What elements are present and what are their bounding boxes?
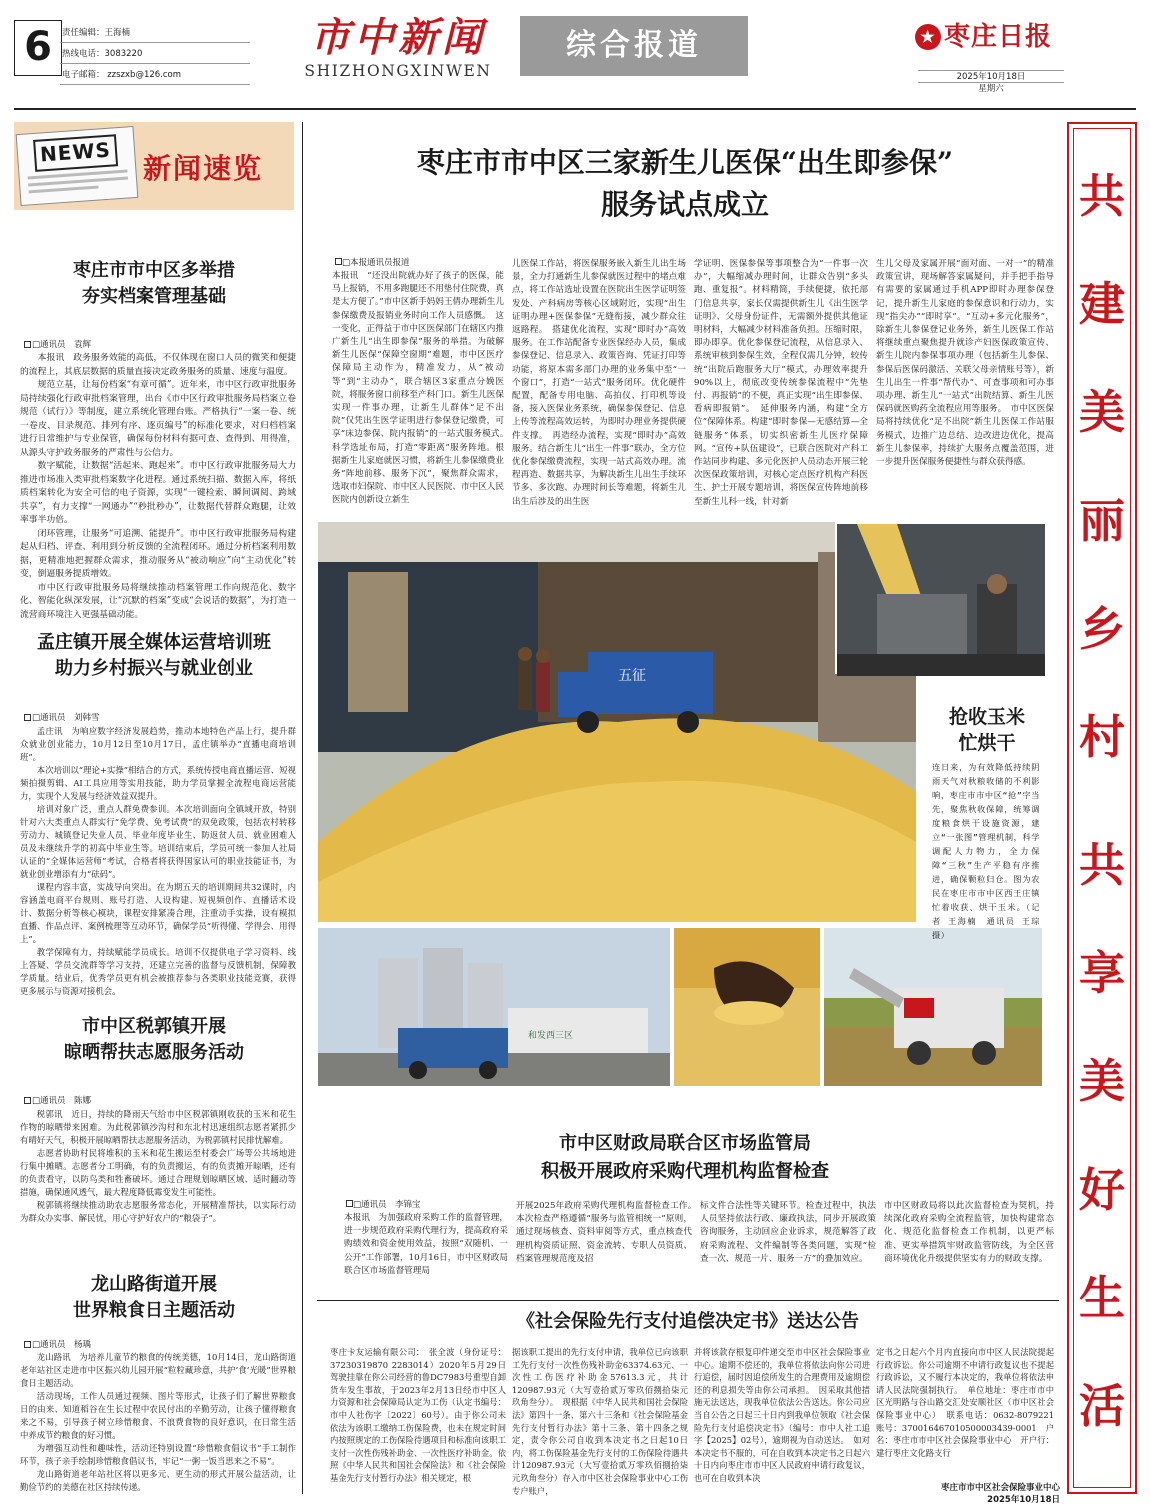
hotline-line: 热线电话：3083220 <box>60 45 250 64</box>
logo-en: SHIZHONGXINWEN <box>304 62 492 80</box>
photo-hands-image <box>674 928 820 1086</box>
byline: □通讯员 陈娜 <box>24 1095 294 1107</box>
article-title: 龙山路街道开展 世界粮食日主题活动 <box>73 1274 235 1321</box>
paragraph: 活动现场，工作人员通过视频、图片等形式，让孩子们了解世界粮食日的由来、知道稻谷在生长过程中农民付出的辛勤劳动，让孩子懂得粮食来之不易，引导孩子树立珍惜粮食、不浪费食物的良好意识，在日常生活中养成节约粮食的好习惯。 <box>20 1391 296 1440</box>
article-title: 市中区财政局联合区市场监管局 积极开展政府采购代理机构监督检查 <box>541 1133 829 1182</box>
notice-date: 2025年10月18日 <box>987 1495 1060 1505</box>
slogan-column <box>1073 128 1131 1488</box>
paragraph: 税郭讯 近日，持续的降雨天气给市中区税郭镇刚收获的玉米和花生作物的晾晒带来困难。为此税郭镇沙沟村和东北村迅速组织志愿者紧抓少有晴好天气，积极开展晾晒帮扶志愿服务活动，为税郭镇村民排忧解难。 <box>20 1109 296 1145</box>
article-body <box>20 1351 296 1494</box>
photo-warehouse-image <box>318 928 670 1086</box>
procure-col-4: 市中区财政局将以此次监督检查为契机，持续深化政府采购全流程监管，加快构建常态化、规范化监督检查工作机制，以更严标准、更实举措筑牢财政监管防线，为全区营商环境优化升级提供坚实有力的财政支撑。 <box>884 1201 1054 1264</box>
photo-caption-title: 抢收玉米 忙烘干 <box>948 706 1025 754</box>
slogan-char: 美 <box>1079 385 1125 440</box>
header-rule <box>14 108 1136 110</box>
slogan-char: 活 <box>1079 1378 1125 1433</box>
newspaper-icon <box>16 126 139 206</box>
main-col-2: 儿医保工作站，将医保服务嵌入新生儿出生场景，全力打通新生儿参保就医过程中的堵点难点，将工作站选址设置在医院出生医学证明签发处、产科病房等核心区域附近，实现“出生证明办理+医保参保”无缝衔接，减少群众往返路程。 搭建优化流程，实现“即时办”高效服务。在工作站配备专业医保经办人员，集成参保登记、信息录入、政策咨询、凭证打印等功能，将原本需多部门办理的业务集中至“一个窗口”，打造“一站式”服务闭环。优化硬件配置，配备专用电脑、高拍仪、打印机等设备，接入医保业务系统，确保参保登记、信息上传等流程高效运转，为即时办理业务提供硬件支撑。 再造经办流程，实现“即时办”高效服务。结合新生儿“出生一件事”联办，全方位优化参保缴费流程，实现一站式高效办理。流程再造、数据共享，为解决新生儿出生手续环节多、多次跑、办理时间长等难题，将新生儿出生后涉及的出生医 <box>512 259 686 507</box>
date-block <box>918 70 1064 94</box>
byline: □通讯员 李锦宝 <box>346 1200 421 1212</box>
notice-footer <box>855 1482 1060 1506</box>
article-title: 市中区税郭镇开展 晾晒帮扶志愿服务活动 <box>64 1016 244 1063</box>
notice-title: 《社会保险先行支付追偿决定书》送达公告 <box>517 1311 859 1332</box>
article-body <box>20 352 296 622</box>
slogan-char: 乡 <box>1079 601 1125 656</box>
paragraph: 规范立基，让每份档案“有章可循”。近年来，市中区行政审批服务局持续强化行政审批档案管理，出台《市中区行政审批服务局档案立卷规范（试行）》等制度，建立系统化管理台账。严格执行“一案一卷、统一卷皮、目录规范、排列有序、逐页编号”的标准化要求，对归档档案进行日常维护与专业保管，确保每份材料有据可查、查得到、用得准，从源头守护政务服务的严肃性与公信力。 <box>20 380 296 458</box>
section-title: 综合报道 <box>520 16 748 76</box>
notice-issuer: 枣庄市市中区社会保险事业中心 <box>940 1483 1060 1493</box>
procure-col-2: 开展2025年政府采购代理机构监督检查工作。 本次检查严格遵循“服务与监管相统一”原则，通过现场核查、资料审阅等方式，重点核查代理机构资质证照、资金流转、专职人员资质、档案管理规范度及招 <box>516 1201 701 1264</box>
article-body <box>20 725 296 998</box>
article-title: 枣庄市市中区多举措 夯实档案管理基础 <box>73 260 235 307</box>
slogan-char: 生 <box>1079 1270 1125 1325</box>
paragraph: 本次培训以“理论+实操”相结合的方式，系统传授电商直播运营、短视频拍摄剪辑、AI工具应用等实用技能，助力学员掌握全流程电商运营能力，实现个人发展与经济效益双提升。 <box>20 765 296 801</box>
photo-hands-corn <box>674 928 820 1086</box>
photo-corn-drying <box>318 522 916 922</box>
brand-name: 枣庄日报 <box>944 22 1053 52</box>
notice-col-4: 定书之日起六个月内直接向市中区人民法院提起行政诉讼。你公司逾期不申请行政复议也不提起行政诉讼，又不履行本决定的，我单位将依法申请人民法院强制执行。 单位地址：枣庄市市中区光明路与谷山路交汇处安顺社区（市中区社会保险事业中心） 联系电话：0632-8079221 账号：370016467010500003439-0001 户名：枣庄市市中区社会保险事业中心 开户行：建行枣庄文化路支行 <box>876 1347 1063 1458</box>
photo-caption-text: 连日来，为有效降低持续阴雨天气对秋粮收储的不利影响，枣庄市市中区“抢”字当先，聚焦秋收保障，统筹调度粮食烘干设施资源，建立“一张图”管理机制，科学调配人力物力，全力保障“三秋”生产平稳有序推进，确保颗粒归仓。图为农民在枣庄市市中区西王庄镇忙着收获、烘干玉米。 <box>932 762 1040 912</box>
newspaper-logo <box>300 14 496 82</box>
slogan-char: 丽 <box>1079 493 1125 548</box>
notice-col-3: 并将该款存根复印件递交至市中区社会保险事业中心。逾期不偿还的，我单位将依法向你公司进行追偿，届时因追偿所发生的合理费用及逾期偿还的利息损失等由你公司承担。 因采取其他措施无法送达，现我单位依法公告送达。你公司应当自公告之日起三十日内到我单位领取《社会保险先行支付追偿决定书》（编号：市中人社工追字【2025】02号），逾期视为自动送达。 如对本决定书不服的，可在自收到本决定书之日起六十日内向枣庄市市中区人民政府申请行政复议，也可在自收到本决 <box>694 1347 870 1483</box>
main-col-1: 本报讯 “还没出院就办好了孩子的医保，能马上报销，不用多跑腿还不用垫付住院费，真是太方便了。”市中区新手妈妈王倩办理新生儿参保缴费及报销业务时向工作人员感慨。 这一变化，正得益于市中区医保部门在辖区内推广新生儿“出生即参保”服务的举措。为破解新生儿医保“保障空窗期”难题，市中区医疗保障局主动作为，精准发力，从“被动等”到“主动办”，联合辖区3家重点分娩医院，将服务窗口前移至产科门口。新生儿医保实现一件事办理，让新生儿群体“足不出院”仅凭出生医学证明进行参保登记缴费，可享“床边参保、院内报销”的一站式服务模式。 科学选址布局，打造“零距离”服务阵地。根据新生儿家庭就医习惯，将新生儿参保缴费业务“阵地前移、服务下沉”，聚焦群众需求，选取市妇保院、市中区人民医院、市中区人民医院内创新设立新生 <box>332 271 513 506</box>
article-title: 孟庄镇开展全媒体运营培训班 助力乡村振兴与就业创业 <box>37 632 271 679</box>
paragraph: 本报讯 政务服务效能的高低，不仅体现在窗口人员的微笑和便捷的流程上，其底层数据的质量直接决定政务服务的质量、速度与温度。 <box>20 353 296 377</box>
procure-col-1: 本报讯 为加强政府采购工作的监督管理，进一步规范政府采购代理行为，提高政府采购绩效和资金使用效益，按照“双随机、一公开”工作部署，10月16日，市中区财政局联合区市场监督管理局 <box>344 1213 508 1276</box>
paragraph: 为增强互动性和趣味性，活动还特别设置“珍惜粮食倡议书”手工制作环节，孩子亲手绘制珍惜粮食倡议书，牢记“一粥一饭当思来之不易”。 <box>20 1443 296 1466</box>
main-col-4: 生儿父母及家属开展“面对面、一对一”的精准政策宣讲，现场解答家属疑问，并手把手指导有需要的家属通过手机APP即时办理参保登记，提升新生儿家庭的参保意识和行动力，实现“指尖办”“即时享”。“互动+多元化服务”，除新生儿参保登记业务外，新生儿医保工作站将继续重点聚焦提升就诊产妇医保政策宣传、新生儿院内参保事项办理（包括新生儿参保、参保后医保码激活、关联父母亲情账号等），新生儿出生一件事“帮代办”、可查事项和可办事项办理、新生儿“一站式”出院结算、新生儿医保码就医购药全流程应用等服务。 市中区医保局将持续优化“足不出院”新生儿医保工作站服务模式，边推广边总结、边改进边优化，提高新生儿参保率，持续扩大服务点覆盖范围，进一步提升医保服务便捷性与群众获得感。 <box>876 259 1054 468</box>
paragraph: 税郭镇将继续推动助农志愿服务常态化，开展精准帮扶，以实际行动为群众办实事、解民忧，用心守护好农户的“粮袋子”。 <box>20 1200 296 1223</box>
slogan-char: 享 <box>1079 946 1125 1001</box>
notice-col-2: 据该职工提出的先行支付申请，我单位已向该职工先行支付一次性伤残补助金63374.63元、一次性工伤医疗补助金57613.3元，共计120987.93元（大写壹拾贰万零玖佰捌拾柒元玖角叁分）。 现根据《中华人民共和国社会保险法》第四十一条、第六十三条和《社会保险基金先行支付暂行办法》第十三条、第十四条之规定，责令你公司自收到本决定书之日起10日内，将工伤保险基金先行支付的工伤保险待遇共计120987.93元（大写壹拾贰万零玖佰捌拾柒元玖角叁分）存入市中区社会保险事业中心工伤专户账户， <box>512 1347 688 1496</box>
paragraph: 市中区行政审批服务局将继续推动档案管理工作向规范化、数字化、智能化纵深发展，让“沉默的档案”变成“会说话的数据”，为打造一流营商环境注入更强基础动能。 <box>20 582 296 620</box>
issue-weekday: 星期六 <box>918 82 1064 94</box>
procure-col-3: 标文件合法性等关键环节。检查过程中，执法人员坚持依法行政、廉政执法，同步开展政策咨询服务，主动回应企业诉求，规范解答了政府采购流程、文件编制等各类问题，实现“检查一次、规范一片、服务一方”的叠加效应。 <box>700 1201 876 1264</box>
main-headline: 枣庄市市中区三家新生儿医保“出生即参保” 服务试点成立 <box>416 146 954 221</box>
photo-corn-drying-image <box>318 522 916 922</box>
byline: □通讯员 刘韩雪 <box>24 712 294 724</box>
slogan-char: 村 <box>1079 709 1125 764</box>
paragraph: 龙山路讯 为培养儿童节约粮食的传统美德，10月14日，龙山路街道老年站社区走进市中区振兴幼儿园开展“粒粒藏珍意，共护‘食’光暖”世界粮食日主题活动。 <box>20 1352 296 1388</box>
photo-harvester <box>824 928 1042 1086</box>
slogan-char: 共 <box>1079 169 1125 223</box>
photo-credit: （记者 王海楠 通讯员 王琮 摄） <box>932 902 1049 940</box>
brand-icon: ★ <box>915 24 941 50</box>
photo-caption <box>932 760 1049 942</box>
slogan-char: 建 <box>1079 277 1125 332</box>
paragraph: 数字赋能，让数据“活起来、跑起来”。市中区行政审批服务局大力推进市场准入类审批档案数字化进程。通过系统扫描、数据入库，将纸质档案转化为安全可信的电子资源，实现“一键检索、瞬间调阅、跨域共享”，有力支撑“一网通办”“秒批秒办”，让数据代替群众跑腿，让效率事半功倍。 <box>20 461 296 525</box>
photo-dryer-image <box>837 524 1045 676</box>
photo-grain-warehouse <box>318 928 670 1086</box>
slogan-char: 好 <box>1079 1162 1125 1217</box>
paragraph: 培训对象广泛，重点人群免费参训。本次培训面向全镇域开放，特别针对六大类重点人群实行“免学费、免考试费”的双免政策，包括农村转移劳动力、城镇登记失业人员、毕业年度毕业生、防返贫人员、就业困难人员及未继续升学的初高中毕业生等。培训结束后，学员可统一参加人社局认证的“全媒体运营师”考试，合格者将获得国家认可的职业技能证书，为就业创业增添有力“砝码”。 <box>20 804 296 879</box>
page-number: 6 <box>14 20 62 76</box>
column-divider <box>302 122 303 1494</box>
photo-dryer <box>835 522 1043 674</box>
editor-line: 责任编辑：王海楠 <box>60 24 250 43</box>
paragraph: 志愿者协助村民将堆积的玉米和花生搬运至村委会广场等公共场地进行集中摊晒。志愿者分工明确，有的负责搬运，有的负责摊开晾晒，还有的负责看守，以防鸟类和牲畜破坏。通过合理规划晾晒区域、适时翻动等措施，确保通风透气，最大程度降低霉变发生可能性。 <box>20 1148 296 1197</box>
email-line: 电子邮箱： zzszxb@126.com <box>60 66 250 85</box>
paragraph: 龙山路街道老年站社区将以更多元、更生动的形式开展公益活动，让勤俭节约的美德在社区持续传递。 <box>20 1469 296 1492</box>
notice-rule <box>317 1300 1059 1301</box>
paragraph: 教学保障有力，持续赋能学员成长。培训不仅提供电子学习资料、线上答疑、学员交流群等学习支持，还建立完善的监督与反馈机制，保障教学质量。结业后，优秀学员更有机会被推荐参与各类职业技能竞赛，获得更多展示与资源对接机会。 <box>20 947 296 996</box>
news-badge: NEWS <box>33 134 118 171</box>
logo-cn: 市中新闻 <box>310 14 486 61</box>
news-brief-title: 新闻速览 <box>143 152 264 185</box>
paragraph: 课程内容丰富，实战导向突出。在为期五天的培训期间共32课时，内容涵盖电商平台规则、账号打造、人设构建、短视频创作、直播话术设计、数据分析等核心模块，课程安排紧凑合理，注重动手实操，设有模拟直播、作品点评、案例梳理等互动环节，确保学员“听得懂、学得会、用得上”。 <box>20 882 296 944</box>
article-body <box>20 1108 296 1225</box>
photo-harvester-image <box>824 928 1042 1086</box>
building-label: 和发西三区 <box>528 1031 574 1041</box>
truck-label: 五征 <box>618 668 646 684</box>
byline: □本报通讯员报道 <box>335 258 410 270</box>
byline: □通讯员 杨瑀 <box>24 1339 294 1351</box>
main-col-3: 学证明、医保参保等事项整合为“一件事一次办”，大幅缩减办理时间，让群众告别“多头跑、重复报”。材料精简，手续便捷，依托部门信息共享，家长仅需提供新生儿《出生医学证明》、父母身份证件，无需额外提供其他证明材料，大幅减少材料准备负担。压缩时限，即办即享。优化参保登记流程，从信息录入、系统审核到参保生效，全程仅需几分钟，较传统“出院后跑服务大厅”模式，办理效率提升90%以上，彻底改变传统参保流程中“先垫付、再报销”的不便，真正实现“出生即参保、看病即报销”。 延伸服务内涵，构建“全方位”保障体系。构建“即时参保—无感结算—全链服务”体系，切实织密新生儿医疗保障网。“宣传+队伍建设”，已联合医院对产科工作站同步构建、多元化医护人员动态开展三轮次医保政策培训，对核心定点医疗机构产科医生、护士开展专题培训，将医保宣传阵地前移至新生儿科一线，针对新 <box>694 259 868 507</box>
byline: □通讯员 袁辉 <box>24 339 294 351</box>
paragraph: 闭环管理，让服务“可追溯、能提升”。市中区行政审批服务局构建起从归档、评查、利用到分析反馈的全流程闭环。通过分析档案利用数据，更精准地把握群众需求，推动服务从“被动响应”向“主动优化”转变，倒逼服务提质增效。 <box>20 528 296 579</box>
slogan-char: 美 <box>1079 1054 1125 1109</box>
paragraph: 孟庄讯 为响应数字经济发展趋势，推动本地特色产品上行，提升群众就业创业能力，10月12日至10月17日，孟庄镇举办“直播电商培训班”。 <box>20 726 296 762</box>
issue-date: 2025年10月18日 <box>918 70 1064 82</box>
brand-logo <box>915 20 1095 56</box>
slogan-char: 共 <box>1079 838 1125 893</box>
notice-col-1: 枣庄卡友运输有限公司： 张全波（身份证号：37230319870 2283014）2020年5月29日驾驶挂靠在你公司经营的鲁DC7983号重型自卸货车发生事故，于2023年2月13日经市中区人力资源和社会保障局认定为工伤（认定书编号：市中人社伤字〔2022〕60号）。由于你公司未依法为该职工缴纳工伤保险费，也未在规定时间内按照规定的工伤保险待遇项目和标准向该职工支付一次性伤残补助金、一次性医疗补助金。依照《中华人民共和国社会保险法》和《社会保险基金先行支付暂行办法》相关规定，根 <box>330 1347 506 1483</box>
